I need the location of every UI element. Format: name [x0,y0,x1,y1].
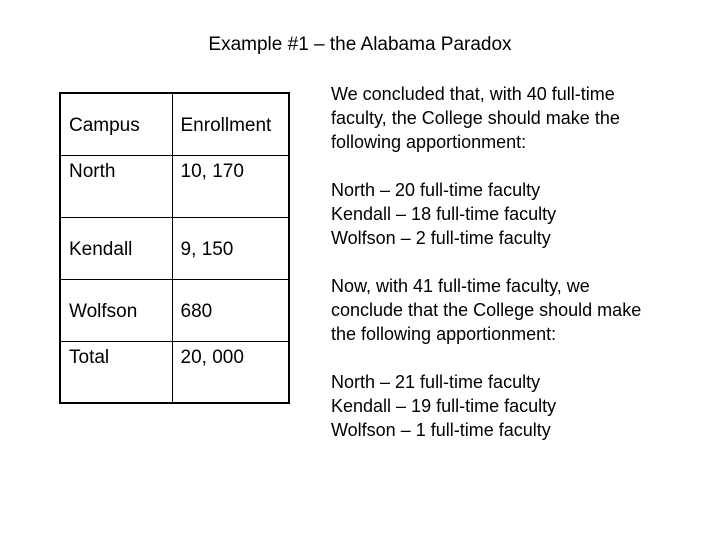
table-row [60,341,289,403]
text-line: North – 20 full-time faculty [331,180,541,200]
text-line: conclude that the College should make [331,300,642,320]
text-line: following apportionment: [331,132,527,152]
campus-cell: Wolfson [60,279,172,341]
enrollment-cell: 10, 170 [172,155,289,217]
campus-cell: Kendall [60,217,172,279]
enrollment-cell: 680 [172,279,289,341]
campus-cell: North [60,155,172,217]
table-header-row [60,93,289,155]
header-campus: Campus [60,93,172,155]
enrollment-table [59,92,290,404]
table-row [60,217,289,279]
intro-41-paragraph [331,274,711,346]
text-line: We concluded that, with 40 full-time [331,84,615,104]
table-row [60,155,289,217]
campus-cell: Total [60,341,172,403]
text-line: Wolfson – 1 full-time faculty [331,420,551,440]
header-enrollment: Enrollment [172,93,289,155]
slide-title: Example #1 – the Alabama Paradox [208,34,512,55]
text-line: Kendall – 19 full-time faculty [331,396,557,416]
enrollment-cell: 20, 000 [172,341,289,403]
text-line: North – 21 full-time faculty [331,372,541,392]
text-line: faculty, the College should make the [331,108,620,128]
text-line: the following apportionment: [331,324,557,344]
result-41-paragraph [331,370,711,442]
text-line: Now, with 41 full-time faculty, we [331,276,590,296]
intro-40-paragraph [331,82,711,154]
table-row [60,279,289,341]
enrollment-cell: 9, 150 [172,217,289,279]
text-line: Wolfson – 2 full-time faculty [331,228,551,248]
result-40-paragraph [331,178,711,250]
text-line: Kendall – 18 full-time faculty [331,204,557,224]
